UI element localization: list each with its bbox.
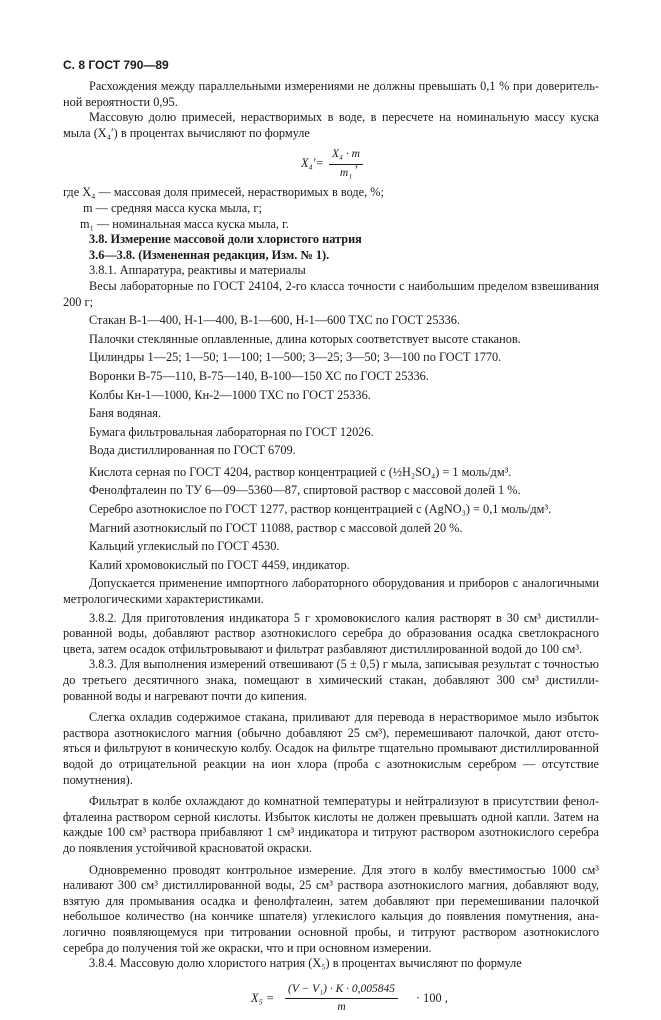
paragraph-control: Одновременно проводят контрольное измерение. Для этого в колбу вместимостью 1000 см³ наливают 300 см³ дистиллированной воды, 25 см³ раствора азотнокислого магния, добавляют воду, взятую для промывания осадка и фенолфталеин, затем добавляют при перемешивании палочкой небольшое количество (на кончике шпателя) углекислого кальция до появления помутнения, аналогично появляющемуся при титровании основной пробы, и титруют раствором азотнокислого серебра до получения той же окраски, что и при основном измерении.	[63, 862, 599, 955]
item-silver-nitrate: Серебро азотнокислое по ГОСТ 1277, раствор концентрацией с (AgNO₃) = 0,1 моль/дм³.	[89, 502, 552, 517]
item-funnels: Воронки В-75—110, В-75—140, В-100—150 ХС по ГОСТ 25336.	[89, 368, 429, 383]
paragraph-3-8-3: 3.8.3. Для выполнения измерений отвешивают (5 ± 0,5) г мыла, записывая результат с точностью до третьего десятичного знака, помещают в химический стакан, добавляют 300 см³ дистиллированной воды и нагревают почти до кипения.	[63, 657, 599, 703]
item-water-bath: Баня водяная.	[89, 406, 162, 421]
formula-x4-lhs: X₄′=	[301, 156, 324, 171]
formula-x4-denominator: m₁	[339, 166, 353, 179]
section-3-8-1-heading: 3.8.1. Аппаратура, реактивы и материалы	[89, 263, 306, 278]
paragraph-3-8-2: 3.8.2. Для приготовления индикатора 5 г хромовокислого калия растворят в 30 см³ дистиллированной воды, добавляют раствор азотнокислого серебра до образования осадка светлокрасного цвета, затем осадок отфильтровывают и фильтрат разбавляют дистиллированной водой до 100 см³.	[63, 610, 599, 656]
item-imported-equipment: Допускается применение импортного лабораторного оборудования и приборов с аналогичными метрологическими характеристиками.	[63, 576, 599, 607]
definition-m: m — средняя масса куска мыла, г;	[83, 200, 262, 215]
item-potassium-chromate: Калий хромовокислый по ГОСТ 4459, индикатор.	[89, 557, 350, 572]
item-filter-paper: Бумага фильтровальная лабораторная по ГОСТ 12026.	[89, 424, 374, 439]
item-distilled-water: Вода дистиллированная по ГОСТ 6709.	[89, 443, 296, 458]
paragraph-titration: Фильтрат в колбе охлаждают до комнатной температуры и нейтрализуют в присутствии фенолфталеина раствором серной кислоты. Избыток кислоты не должен превышать одной капли. Затем на каждые 100 см³ раствора прибавляют 1 см³ индикатора и титруют раствором азотнокислого серебра до появления устойчивой красноватой окраски.	[63, 794, 599, 855]
paragraph-filtration: Слегка охладив содержимое стакана, приливают для перевода в нерастворимое мыло избыток раствора азотнокислого магния (обычно добавляют 25 см³), перемешивают палочкой, дают отстояться и фильтруют в коническую колбу. Осадок на фильтре тщательно промывают дистиллированной водой до отрицательной реакции на ион хлора (проба с азотнокислым серебром — отсутствие помутнения).	[63, 710, 599, 787]
definition-m1: m₁ — номинальная масса куска мыла, г.	[80, 216, 289, 231]
item-sulfuric-acid: Кислота серная по ГОСТ 4204, раствор концентрацией с (½H₂SO₄) = 1 моль/дм³.	[89, 464, 512, 479]
paragraph-3-8-4: 3.8.4. Массовую долю хлористого натрия (X₅) в процентах вычисляют по формуле	[89, 956, 522, 971]
item-scales: Весы лабораторные по ГОСТ 24104, 2-го класса точности с наибольшим пределом взвешивания 200 г;	[63, 278, 599, 309]
formula-x5	[63, 982, 599, 1016]
item-beakers: Стакан В-1—400, Н-1—400, В-1—600, Н-1—600 ТХС по ГОСТ 25336.	[89, 313, 460, 328]
paragraph-precision: Расхождения между параллельными измерениями не должны превышать 0,1 % при доверительной вероятности 0,95.	[63, 79, 599, 109]
formula-x5-fraction	[285, 982, 398, 1016]
item-glass-rods: Палочки стеклянные оплавленные, длина которых соответствует высоте стаканов.	[89, 331, 521, 346]
amendment-note	[63, 248, 599, 264]
item-cylinders: Цилиндры 1—25; 1—50; 1—100; 1—500; 3—25; 3—50; 3—100 по ГОСТ 1770.	[89, 350, 502, 365]
item-phenolphthalein: Фенолфталеин по ТУ 6—09—5360—87, спиртовой раствор с массовой долей 1 %.	[89, 483, 521, 498]
formula-x4-tail: ,	[355, 156, 359, 171]
definition-x4: где X₄ — массовая доля примесей, нерастворимых в воде, %;	[63, 185, 384, 200]
formula-x5-tail: · 100 ,	[416, 990, 448, 1005]
paragraph-insoluble-intro: Массовую долю примесей, нерастворимых в воде, в пересчете на номинальную массу куска мыла (X₄′) в процентах вычисляют по формуле	[63, 110, 599, 140]
document-body	[63, 79, 599, 1020]
formula-x5-lhs: X₅ =	[251, 990, 275, 1005]
item-flasks: Колбы Кн-1—1000, Кн-2—1000 ТХС по ГОСТ 25336.	[89, 387, 371, 402]
formula-x4-numerator: X₄ · m	[329, 147, 363, 165]
formula-x4	[63, 147, 599, 181]
formula-x5-denominator: m	[337, 1001, 346, 1014]
item-magnesium-nitrate: Магний азотнокислый по ГОСТ 11088, раствор с массовой долей 20 %.	[89, 520, 463, 535]
page-header: С. 8 ГОСТ 790—89	[63, 58, 169, 72]
section-3-8-heading: 3.8. Измерение массовой доли хлористого натрия	[89, 232, 362, 247]
amendment-note-text: 3.6—3.8. (Измененная редакция, Изм. № 1).	[89, 247, 330, 262]
formula-x5-numerator: (V − V₁) · K · 0,005845	[285, 982, 398, 1000]
item-calcium-carbonate: Кальций углекислый по ГОСТ 4530.	[89, 539, 280, 554]
